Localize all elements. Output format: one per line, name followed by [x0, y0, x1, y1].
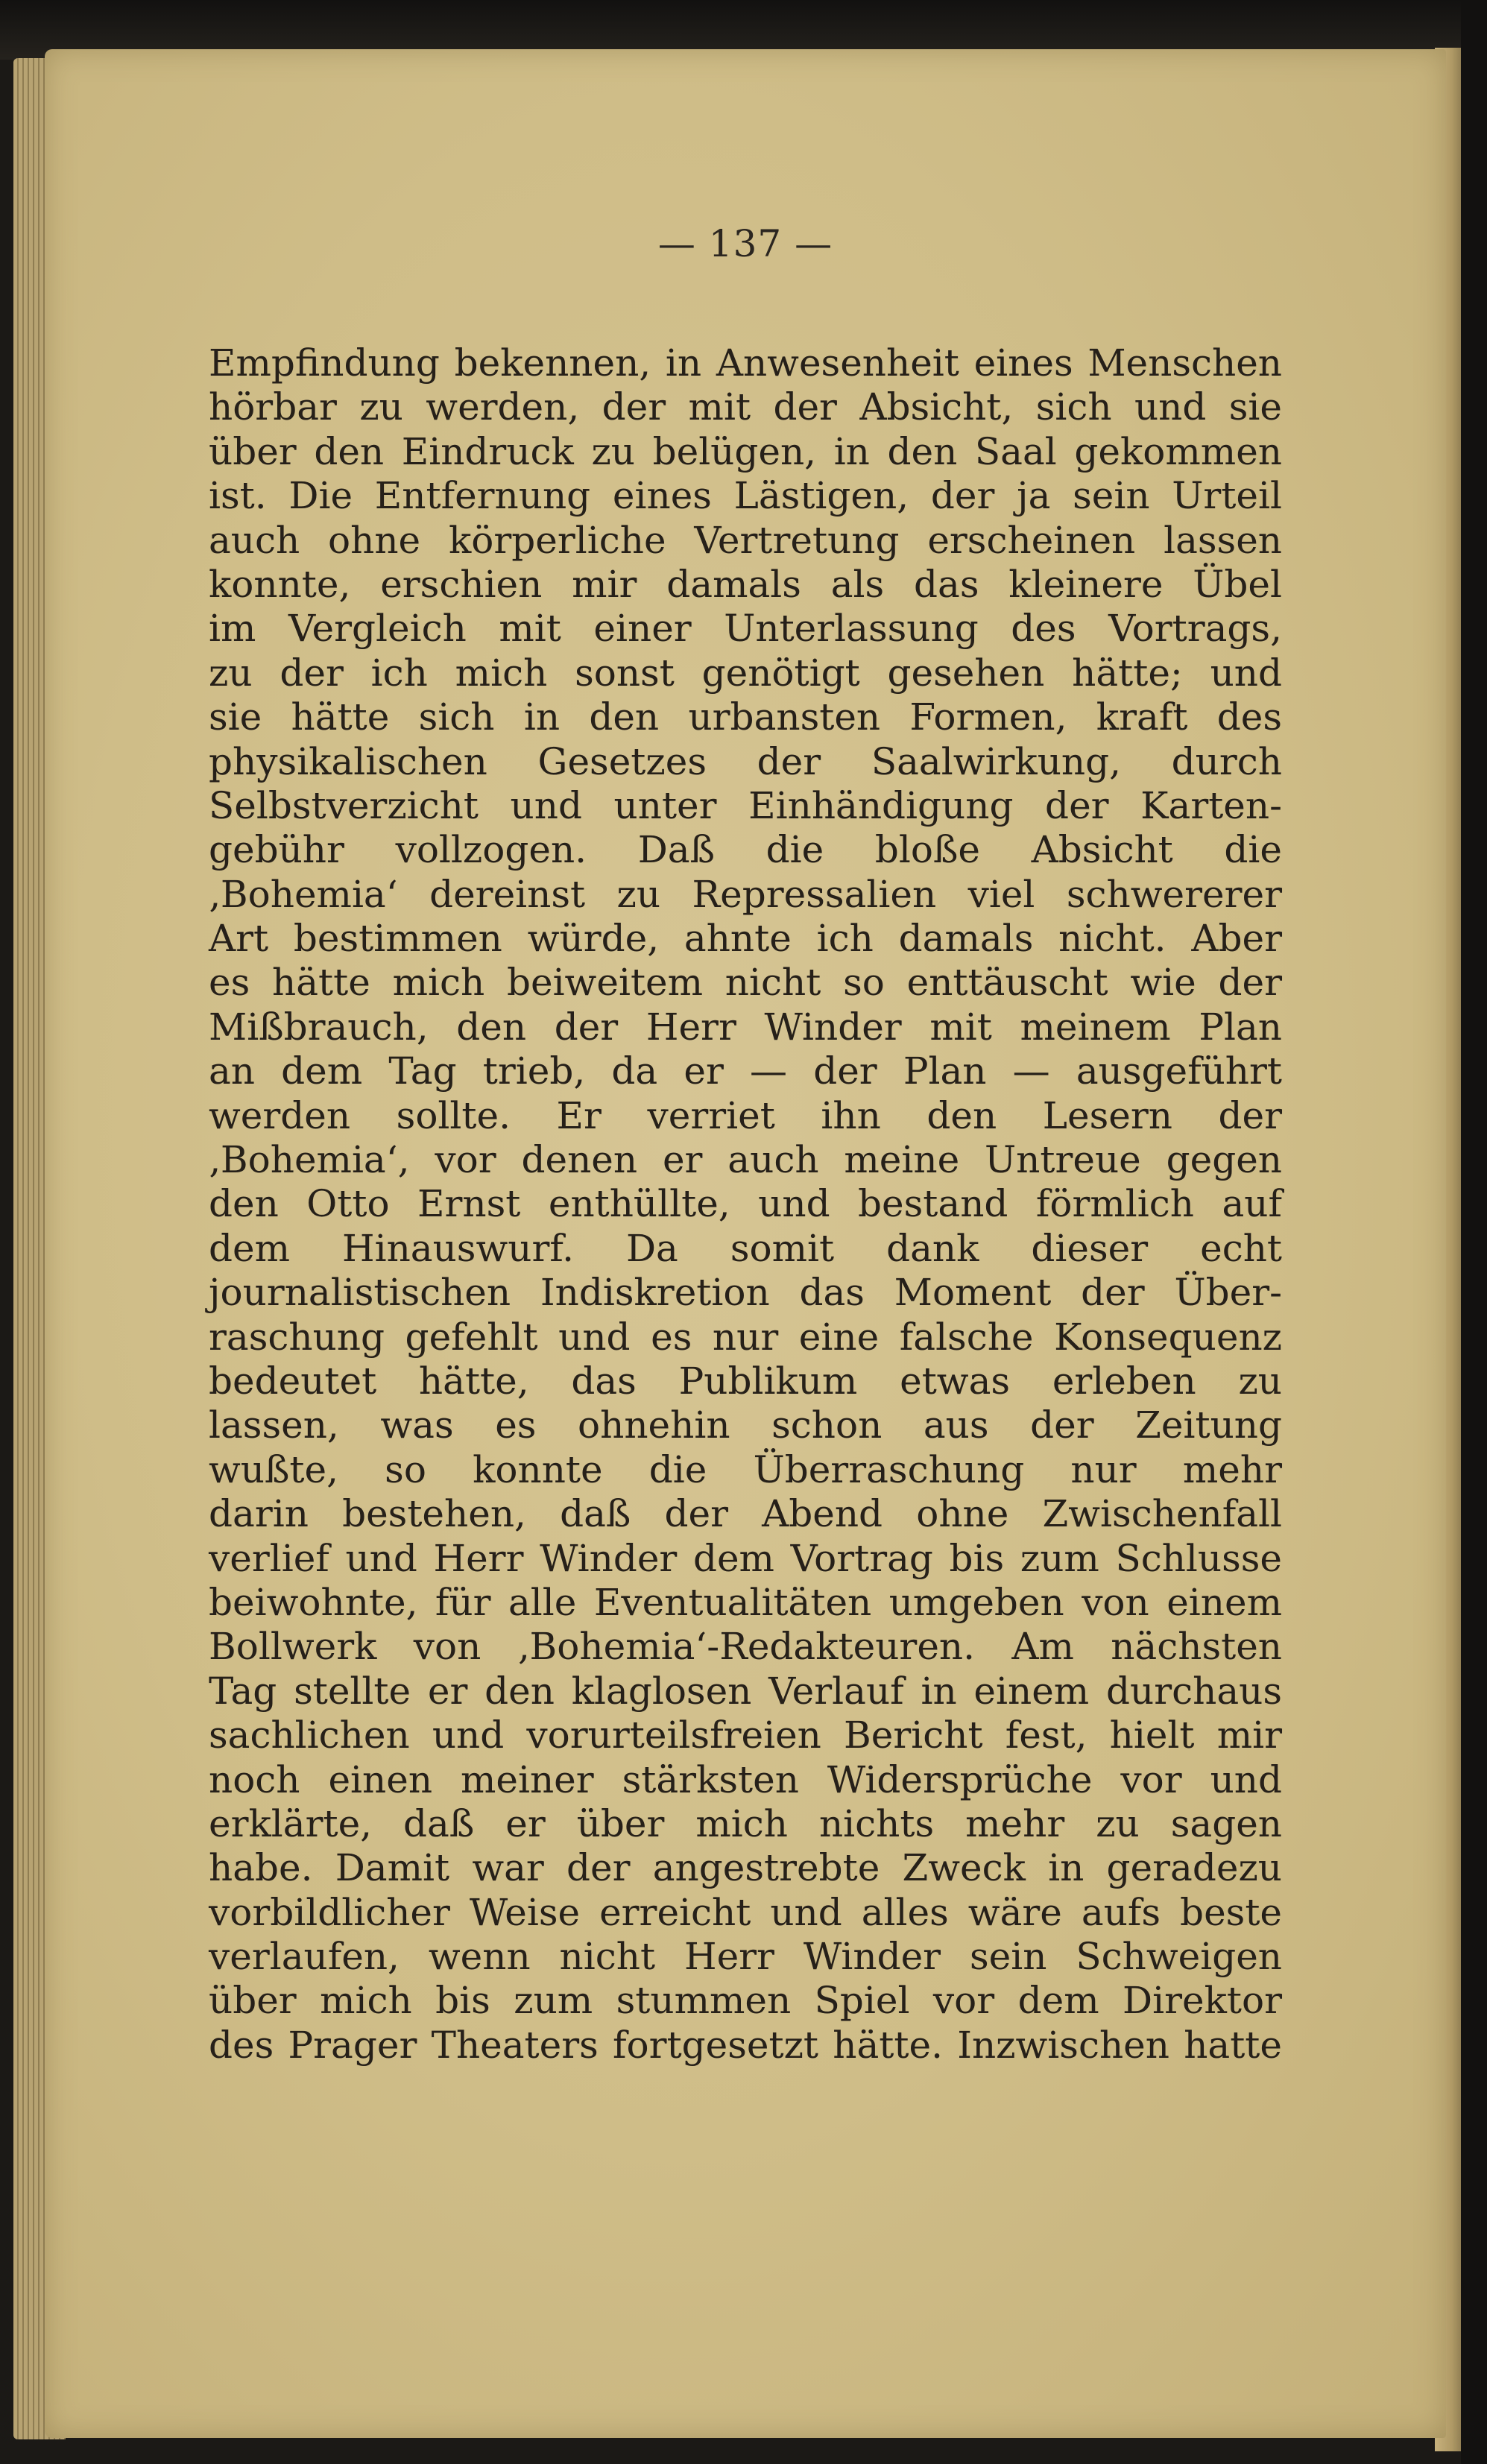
text-line: sie hätte sich in den urbansten Formen, kraft des — [209, 695, 1282, 739]
text-line: habe. Damit war der angestrebte Zweck in geradezu — [209, 1846, 1282, 1890]
paper-page — [45, 49, 1446, 2438]
text-line: über mich bis zum stummen Spiel vor dem Direktor — [209, 1979, 1282, 2023]
text-line: journalistischen Indiskretion das Moment der Über- — [209, 1271, 1282, 1315]
text-line: Bollwerk von ‚Bohemia‘-Redakteuren. Am nächsten — [209, 1625, 1282, 1669]
text-line: auch ohne körperliche Vertretung erscheinen lassen — [209, 518, 1282, 562]
text-line: den Otto Ernst enthüllte, und bestand förmlich auf — [209, 1182, 1282, 1226]
text-line: physikalischen Gesetzes der Saalwirkung, durch — [209, 739, 1282, 783]
text-line: vorbildlicher Weise erreicht und alles wäre aufs beste — [209, 1890, 1282, 1934]
text-line: Selbstverzicht und unter Einhändigung der Karten- — [209, 783, 1282, 827]
text-line: Tag stellte er den klaglosen Verlauf in einem durchaus — [209, 1669, 1282, 1713]
page-number: — 137 — — [657, 222, 833, 265]
text-line: noch einen meiner stärksten Widersprüche vor und — [209, 1757, 1282, 1801]
text-line: es hätte mich beiweitem nicht so enttäuscht wie der — [209, 961, 1282, 1005]
text-line: Mißbrauch, den der Herr Winder mit meinem Plan — [209, 1005, 1282, 1049]
text-line: wußte, so konnte die Überraschung nur mehr — [209, 1447, 1282, 1491]
text-line: konnte, erschien mir damals als das kleinere Übel — [209, 562, 1282, 606]
text-line: lassen, was es ohnehin schon aus der Zeitung — [209, 1403, 1282, 1447]
text-line: über den Eindruck zu belügen, in den Saal gekommen — [209, 429, 1282, 473]
text-line: im Vergleich mit einer Unterlassung des Vortrags, — [209, 607, 1282, 651]
text-line: ‚Bohemia‘, vor denen er auch meine Untreue gegen — [209, 1138, 1282, 1182]
text-line: erklärte, daß er über mich nichts mehr zu sagen — [209, 1801, 1282, 1845]
text-line: des Prager Theaters fortgesetzt hätte. Inzwischen hatte — [209, 2023, 1282, 2067]
scan-background-right — [1461, 0, 1487, 2464]
text-line: hörbar zu werden, der mit der Absicht, sich und sie — [209, 385, 1282, 429]
text-line: zu der ich mich sonst genötigt gesehen hätte; und — [209, 651, 1282, 695]
text-line: Art bestimmen würde, ahnte ich damals nicht. Aber — [209, 917, 1282, 961]
text-line: darin bestehen, daß der Abend ohne Zwischenfall — [209, 1492, 1282, 1536]
text-line: werden sollte. Er verriet ihn den Lesern der — [209, 1093, 1282, 1137]
text-line: ist. Die Entfernung eines Lästigen, der ja sein Urteil — [209, 474, 1282, 518]
text-line: bedeutet hätte, das Publikum etwas erleben zu — [209, 1359, 1282, 1403]
text-line: ‚Bohemia‘ dereinst zu Repressalien viel schwererer — [209, 872, 1282, 916]
text-line: gebühr vollzogen. Daß die bloße Absicht die — [209, 828, 1282, 872]
text-line: raschung gefehlt und es nur eine falsche Konsequenz — [209, 1315, 1282, 1359]
text-line: beiwohnte, für alle Eventualitäten umgeben von einem — [209, 1580, 1282, 1624]
body-text — [209, 341, 1282, 2067]
text-line: an dem Tag trieb, da er — der Plan — ausgeführt — [209, 1049, 1282, 1093]
text-line: verlaufen, wenn nicht Herr Winder sein Schweigen — [209, 1935, 1282, 1979]
text-line: verlief und Herr Winder dem Vortrag bis zum Schlusse — [209, 1536, 1282, 1580]
text-line: dem Hinauswurf. Da somit dank dieser echt — [209, 1226, 1282, 1270]
text-line: Empfindung bekennen, in Anwesenheit eines Menschen — [209, 341, 1282, 385]
text-line: sachlichen und vorurteilsfreien Bericht fest, hielt mir — [209, 1713, 1282, 1757]
